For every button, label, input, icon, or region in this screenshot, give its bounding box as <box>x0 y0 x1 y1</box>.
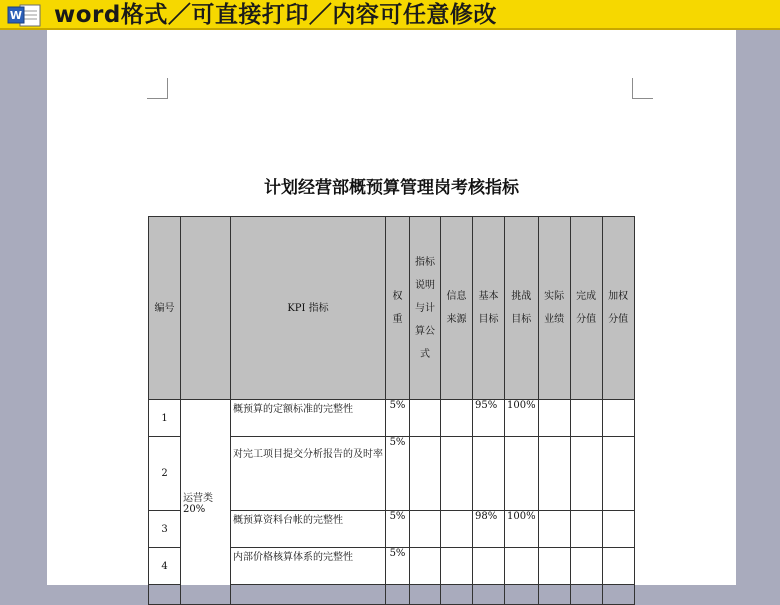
row-kpi <box>231 585 386 605</box>
row-id: 2 <box>149 437 181 511</box>
header-source: 信息来源 <box>441 217 473 400</box>
row-source <box>441 437 473 511</box>
document-title: 计划经营部概预算管理岗考核指标 <box>264 178 519 198</box>
row-base-target <box>473 585 505 605</box>
row-weight: 5% <box>386 511 410 548</box>
row-weighted-score <box>602 400 634 437</box>
header-actual: 实际业绩 <box>538 217 570 400</box>
header-kpi: KPI 指标 <box>231 217 386 400</box>
header-base-target: 基本目标 <box>473 217 505 400</box>
row-completion-score <box>570 400 602 437</box>
row-id: 1 <box>149 400 181 437</box>
page-margin-corner-right <box>632 78 653 99</box>
row-source <box>441 585 473 605</box>
row-weighted-score <box>602 548 634 585</box>
row-formula <box>410 548 441 585</box>
row-id: 4 <box>149 548 181 585</box>
header-challenge-target: 挑战目标 <box>505 217 539 400</box>
header-weight: 权重 <box>386 217 410 400</box>
header-weighted-score: 加权分值 <box>602 217 634 400</box>
row-challenge-target <box>505 585 539 605</box>
row-challenge-target: 100% <box>505 400 539 437</box>
header-category <box>181 217 231 400</box>
row-challenge-target <box>505 548 539 585</box>
row-weight: 5% <box>386 400 410 437</box>
row-formula <box>410 437 441 511</box>
row-weight: 5% <box>386 548 410 585</box>
row-completion-score <box>570 511 602 548</box>
row-actual <box>538 437 570 511</box>
row-weighted-score <box>602 585 634 605</box>
kpi-table <box>148 216 635 605</box>
row-weighted-score <box>602 437 634 511</box>
header-formula: 指标说明与计算公式 <box>410 217 441 400</box>
row-formula <box>410 511 441 548</box>
document-page <box>47 30 736 585</box>
page-margin-corner-left <box>147 78 168 99</box>
header-id: 编号 <box>149 217 181 400</box>
row-kpi: 概预算资料台帐的完整性 <box>231 511 386 548</box>
word-document-icon <box>6 3 46 27</box>
row-weight: 5% <box>386 437 410 511</box>
row-formula <box>410 585 441 605</box>
row-actual <box>538 548 570 585</box>
row-weighted-score <box>602 511 634 548</box>
row-source <box>441 400 473 437</box>
table-header-row <box>149 217 635 400</box>
row-base-target: 98% <box>473 511 505 548</box>
row-kpi: 内部价格核算体系的完整性 <box>231 548 386 585</box>
row-completion-score <box>570 437 602 511</box>
row-actual <box>538 585 570 605</box>
header-completion-score: 完成分值 <box>570 217 602 400</box>
row-formula <box>410 400 441 437</box>
row-base-target: 95% <box>473 400 505 437</box>
row-actual <box>538 400 570 437</box>
row-source <box>441 511 473 548</box>
banner-text: word格式／可直接打印／内容可任意修改 <box>54 2 497 28</box>
row-weight <box>386 585 410 605</box>
row-completion-score <box>570 548 602 585</box>
row-base-target <box>473 548 505 585</box>
promo-banner <box>0 0 780 30</box>
row-base-target <box>473 437 505 511</box>
svg-text:W: W <box>9 9 23 22</box>
row-completion-score <box>570 585 602 605</box>
row-actual <box>538 511 570 548</box>
row-kpi: 概预算的定额标准的完整性 <box>231 400 386 437</box>
row-kpi: 对完工项目提交分析报告的及时率 <box>231 437 386 511</box>
category-cell: 运营类20% <box>181 400 231 605</box>
row-source <box>441 548 473 585</box>
row-challenge-target <box>505 437 539 511</box>
table-row <box>149 400 635 437</box>
row-id <box>149 585 181 605</box>
row-id: 3 <box>149 511 181 548</box>
row-challenge-target: 100% <box>505 511 539 548</box>
